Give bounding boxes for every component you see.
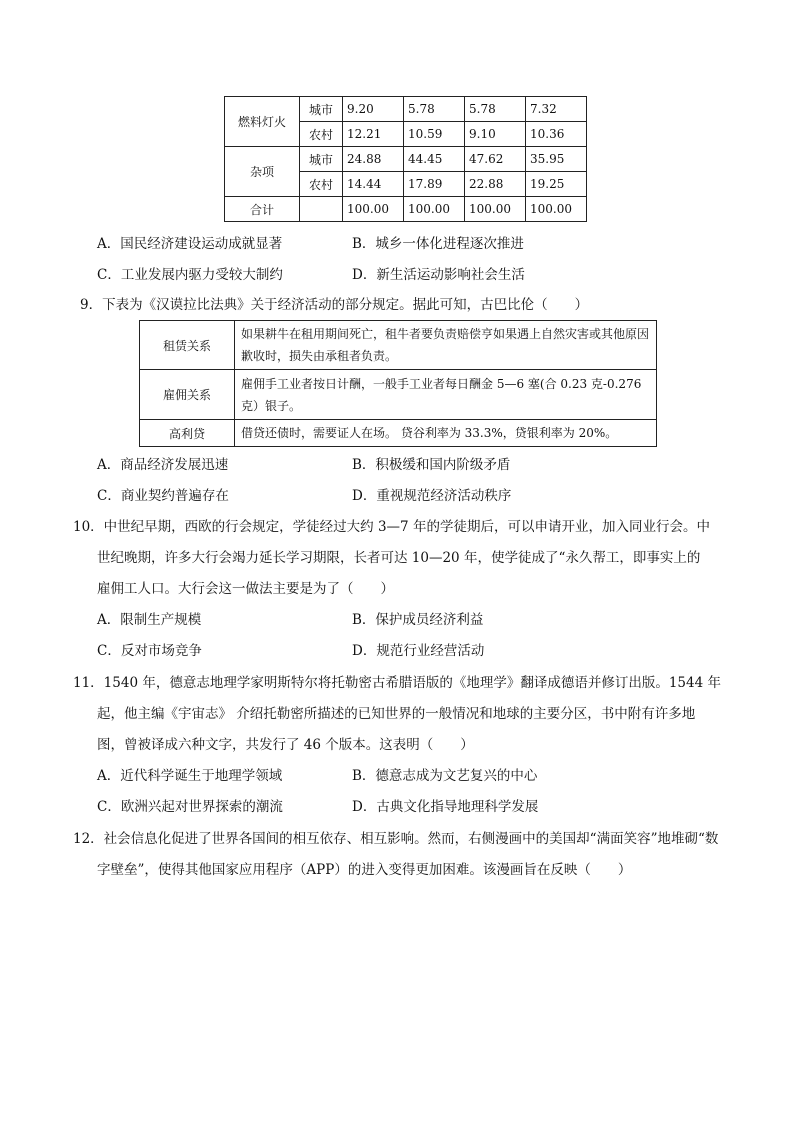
table-cell-value: 100.00 xyxy=(404,197,465,222)
table-cell-sub: 城市 xyxy=(300,147,343,172)
table-row xyxy=(225,197,587,222)
q10-option-d: D．规范行业经营活动 xyxy=(352,643,485,659)
q10-stem-line: 10．中世纪早期，西欧的行会规定，学徒经过大约 3—7 年的学徒期后，可以申请开业，加入同业行会。中 xyxy=(73,519,710,535)
table-row xyxy=(140,420,657,447)
table-cell-header: 雇佣关系 xyxy=(140,370,235,420)
table-cell-value: 47.62 xyxy=(465,147,526,172)
table-cell-value: 17.89 xyxy=(404,172,465,197)
q10-option-a: A．限制生产规模 xyxy=(97,612,202,628)
q11-option-d: D．古典文化指导地理科学发展 xyxy=(352,799,539,815)
table-cell-value: 10.59 xyxy=(404,122,465,147)
q8-option-d: D．新生活运动影响社会生活 xyxy=(352,267,525,283)
q8-option-a: A．国民经济建设运动成就显著 xyxy=(97,236,283,252)
q8-option-c: C．工业发展内驱力受较大制约 xyxy=(97,267,283,283)
q11-option-a: A．近代科学诞生于地理学领域 xyxy=(97,768,283,784)
hammurabi-table xyxy=(139,320,657,447)
table-cell-sub: 城市 xyxy=(300,97,343,122)
q9-option-d: D．重视规范经济活动秩序 xyxy=(352,488,512,504)
q10-stem-line: 雇佣工人口。大行会这一做法主要是为了（ ） xyxy=(97,581,394,597)
table-cell-value: 5.78 xyxy=(465,97,526,122)
q11-stem-line: 11．1540 年，德意志地理学家明斯特尔将托勒密古希腊语版的《地理学》翻译成德语并修订出版。1544 年 xyxy=(73,675,721,691)
q11-option-c: C．欧洲兴起对世界探索的潮流 xyxy=(97,799,283,815)
table-cell-header: 高利贷 xyxy=(140,420,235,447)
table-cell-value: 7.32 xyxy=(526,97,587,122)
table-cell-content: 借贷还债时，需要证人在场。 贷谷利率为 33.3%，贷银利率为 20%。 xyxy=(235,420,657,447)
q11-stem-line: 图，曾被译成六种文字，共发行了 46 个版本。这表明（ ） xyxy=(97,737,474,753)
table-cell-value: 22.88 xyxy=(465,172,526,197)
table-cell-value: 100.00 xyxy=(526,197,587,222)
table-cell-sub: 农村 xyxy=(300,172,343,197)
expenditure-table xyxy=(224,96,587,222)
table-cell-value: 12.21 xyxy=(343,122,404,147)
table-cell-value: 9.10 xyxy=(465,122,526,147)
table-cell-sub: 农村 xyxy=(300,122,343,147)
table-cell-value: 14.44 xyxy=(343,172,404,197)
table-cell-header: 租赁关系 xyxy=(140,321,235,370)
table-row xyxy=(140,370,657,420)
table-row xyxy=(225,97,587,122)
table-cell-value: 9.20 xyxy=(343,97,404,122)
table-cell-value: 35.95 xyxy=(526,147,587,172)
q10-option-c: C．反对市场竞争 xyxy=(97,643,202,659)
q11-option-b: B．德意志成为文艺复兴的中心 xyxy=(352,768,538,784)
q10-stem-line: 世纪晚期，许多大行会竭力延长学习期限，长者可达 10—20 年，使学徒成了“永久帮工，即事实上的 xyxy=(97,550,701,566)
table-cell-value: 5.78 xyxy=(404,97,465,122)
table-cell-value: 44.45 xyxy=(404,147,465,172)
q10-option-b: B．保护成员经济利益 xyxy=(352,612,484,628)
table-cell-value: 10.36 xyxy=(526,122,587,147)
q12-stem-line: 12．社会信息化促进了世界各国间的相互依存、相互影响。然而，右侧漫画中的美国却“满面笑容”地堆砌“数 xyxy=(73,831,719,847)
q9-option-c: C．商业契约普遍存在 xyxy=(97,488,229,504)
q9-stem: 9．下表为《汉谟拉比法典》关于经济活动的部分规定。据此可知，古巴比伦（ ） xyxy=(80,297,589,313)
table-cell-value: 24.88 xyxy=(343,147,404,172)
table-cell-content: 雇佣手工业者按日计酬，一般手工业者每日酬金 5—6 塞(合 0.23 克-0.276 克）银子。 xyxy=(235,370,657,420)
table-cell-value: 100.00 xyxy=(343,197,404,222)
q9-option-a: A．商品经济发展迅速 xyxy=(97,457,229,473)
q9-option-b: B．积极缓和国内阶级矛盾 xyxy=(352,457,511,473)
table-row xyxy=(140,321,657,370)
q8-option-b: B．城乡一体化进程逐次推进 xyxy=(352,236,524,252)
table-cell-sub xyxy=(300,197,343,222)
table-row xyxy=(225,147,587,172)
table-cell-category: 燃料灯火 xyxy=(225,97,300,147)
table-cell-category: 杂项 xyxy=(225,147,300,197)
table-cell-value: 100.00 xyxy=(465,197,526,222)
table-cell-content: 如果耕牛在租用期间死亡，租牛者要负责赔偿亨如果遇上自然灾害或其他原因歉收时，损失由承租者负责。 xyxy=(235,321,657,370)
q12-stem-line: 字壁垒”，使得其他国家应用程序（APP）的进入变得更加困难。该漫画旨在反映（ ） xyxy=(97,862,632,878)
q11-stem-line: 起，他主编《宇宙志》 介绍托勒密所描述的已知世界的一般情况和地球的主要分区，书中附有许多地 xyxy=(97,706,696,722)
table-cell-value: 19.25 xyxy=(526,172,587,197)
table-cell-category: 合计 xyxy=(225,197,300,222)
